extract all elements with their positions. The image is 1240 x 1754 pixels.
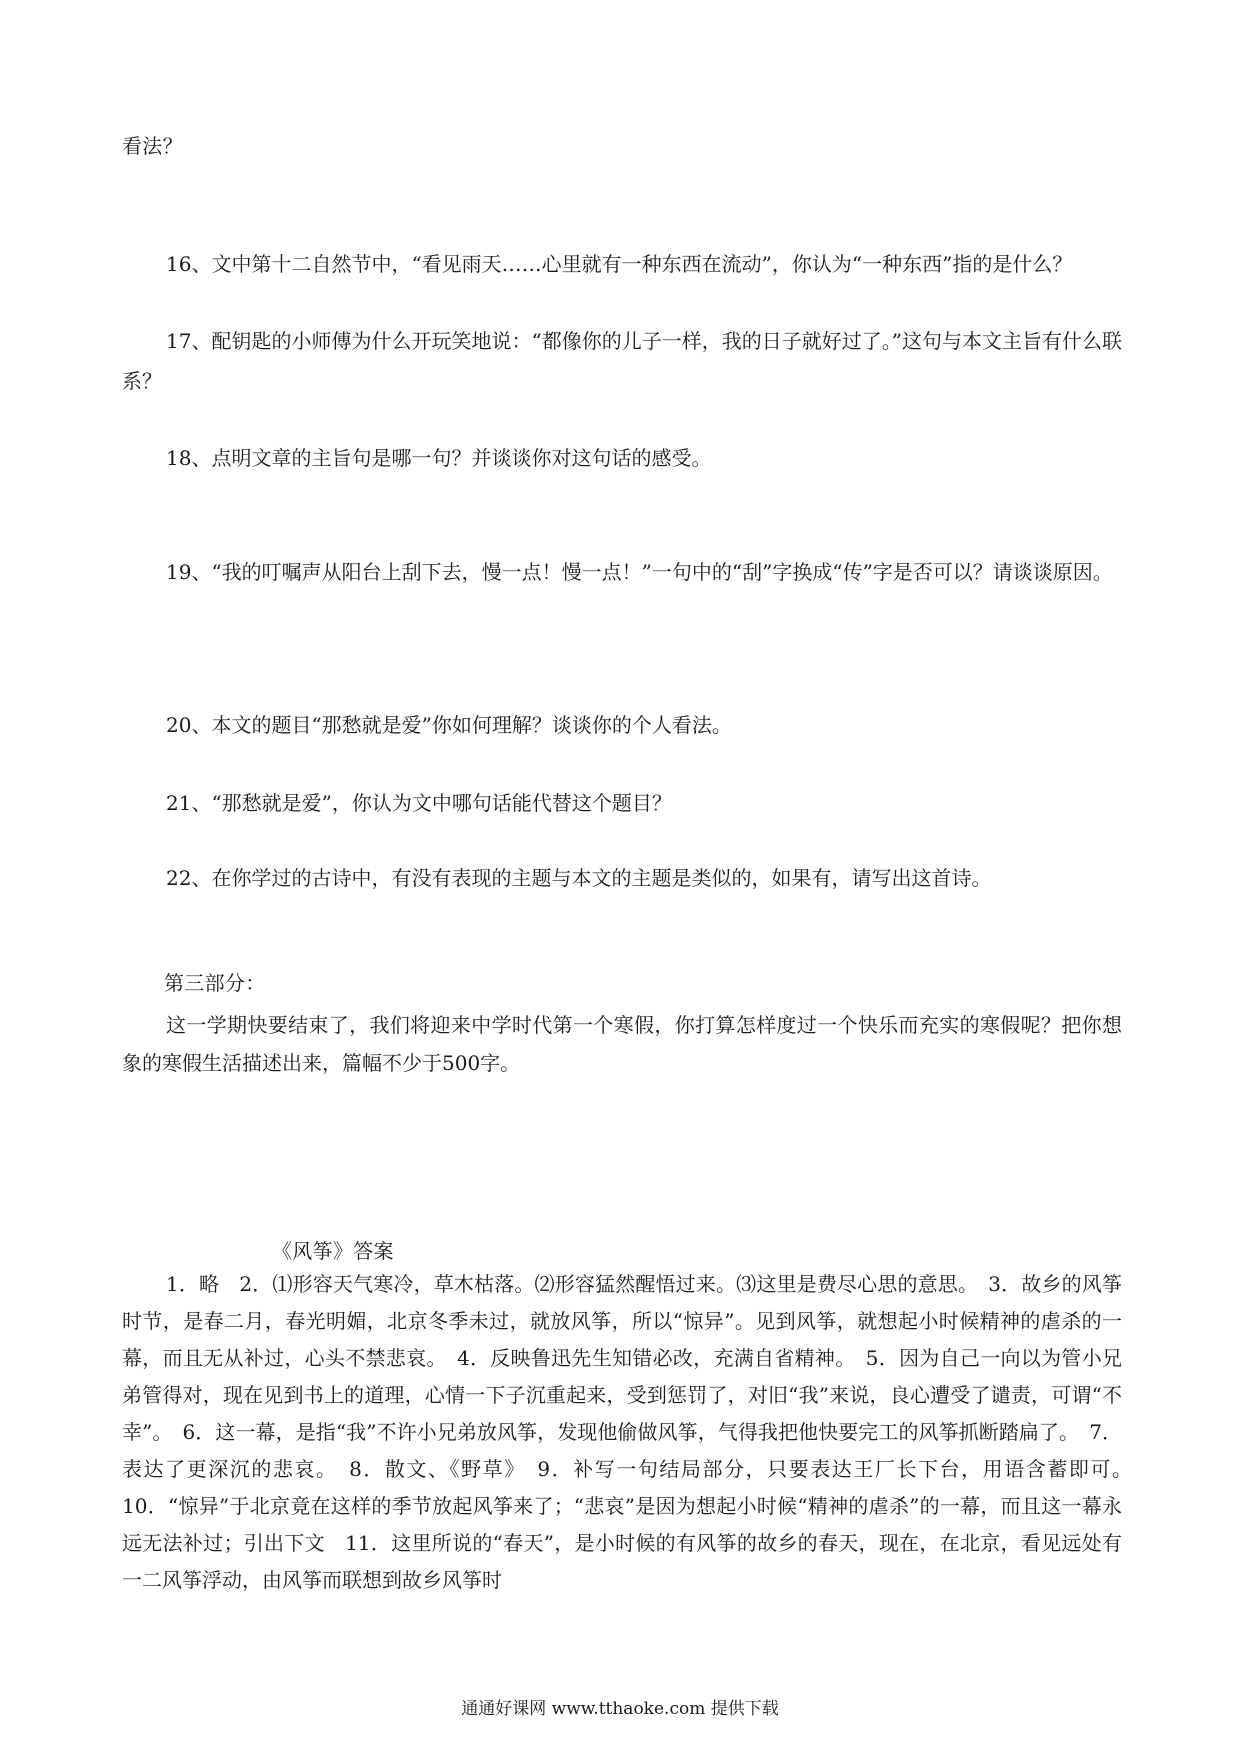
question-17: 17、配钥匙的小师傅为什么开玩笑地说：“都像你的儿子一样，我的日子就好过了。”这句与本文主旨有什么联系？	[122, 329, 1122, 393]
question-22: 22、在你学过的古诗中，有没有表现的主题与本文的主题是类似的，如果有，请写出这首诗。	[166, 866, 992, 890]
question-18: 18、点明文章的主旨句是哪一句？并谈谈你对这句话的感受。	[166, 446, 712, 470]
page-footer: 通通好课网 www.tthaoke.com 提供下载	[461, 1699, 779, 1719]
part3-heading: 第三部分：	[164, 971, 266, 995]
part3-body: 这一学期快要结束了，我们将迎来中学时代第一个寒假，你打算怎样度过一个快乐而充实的寒假呢？把你想象的寒假生活描述出来，篇幅不少于500字。	[122, 1013, 1122, 1075]
answer-title: 《风筝》答案	[272, 1239, 394, 1263]
question-20: 20、本文的题目“那愁就是爱”你如何理解？谈谈你的个人看法。	[166, 713, 732, 737]
answer-text: 1．略 2．⑴形容天气寒冷，草木枯落。⑵形容猛然醒悟过来。⑶这里是费尽心思的意思。 3．故乡的风筝时节，是春二月，春光明媚，北京冬季未过，就放风筝，所以“惊异”。见到风筝，就想起小时候精神的虐杀的一幕，而且无从补过，心头不禁悲哀。 4．反映鲁迅先生知错必改，充满自省精神。 5．因为自己一向以为管小兄弟管得对，现在见到书上的道理，心情一下子沉重起来，受到惩罚了，对旧“我”来说，良心遭受了谴责，可谓“不幸”。 6．这一幕，是指“我”不许小兄弟放风筝，发现他偷做风筝，气得我把他快要完工的风筝抓断踏扁了。 7．表达了更深沉的悲哀。 8．散文、《野草》 9．补写一句结局部分，只要表达王厂长下台，用语含蓄即可。 10．“惊异”于北京竟在这样的季节放起风筝来了；“悲哀”是因为想起小时候“精神的虐杀”的一幕，而且这一幕永远无法补过；引出下文 11．这里所说的“春天”，是小时候的有风筝的故乡的春天，现在，在北京，看见远处有一二风筝浮动，由风筝而联想到故乡风筝时	[122, 1272, 1142, 1592]
question-21: 21、“那愁就是爱”，你认为文中哪句话能代替这个题目？	[166, 791, 672, 815]
continuation-text: 看法？	[122, 134, 183, 158]
question-16: 16、文中第十二自然节中，“看见雨天……心里就有一种东西在流动”，你认为“一种东西”指的是什么？	[166, 252, 1073, 276]
question-19: 19、“我的叮嘱声从阳台上刮下去，慢一点！慢一点！”一句中的“刮”字换成“传”字是否可以？请谈谈原因。	[166, 560, 1113, 584]
